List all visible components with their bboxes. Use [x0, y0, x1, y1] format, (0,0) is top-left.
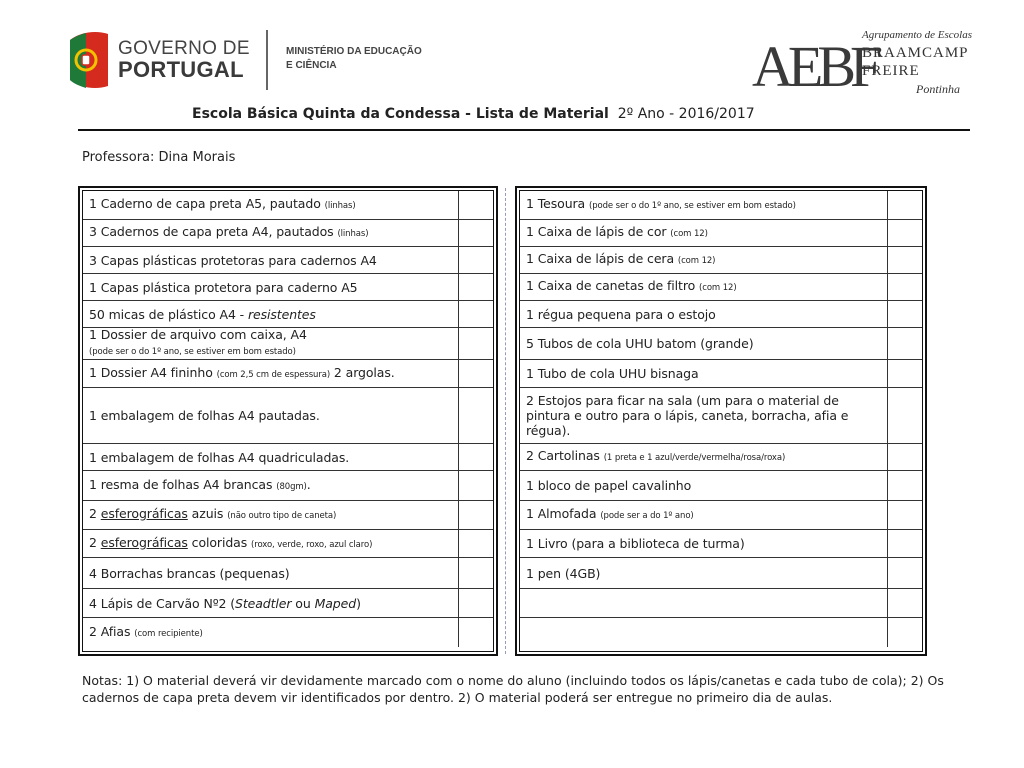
item-after: azuis: [187, 506, 228, 521]
header-divider: [266, 30, 268, 90]
check-cell: [458, 589, 493, 617]
item-after: 2 argolas.: [330, 364, 395, 380]
title-underline: [78, 129, 970, 131]
table-row: [520, 530, 922, 558]
notes-paragraph: Notas: 1) O material deverá vir devidamente marcado com o nome do aluno (incluindo todos os lápis/canetas e cada tubo de cola); 2) Os cadernos de capa preta devem vir identificados por dentro. 2) O material poderá ser entregue no primeiro dia de aulas.: [82, 673, 944, 705]
table-row: [83, 501, 493, 530]
item-text: [89, 388, 455, 443]
item-note: (com 12): [670, 229, 708, 239]
school-line-3: FREIRE: [862, 63, 920, 79]
school-line-4: Pontinha: [916, 82, 960, 96]
item-text: [89, 618, 455, 647]
check-cell: [458, 471, 493, 500]
school-line-1: Agrupamento de Escolas: [862, 29, 972, 41]
ministry-line-2: E CIÊNCIA: [286, 60, 337, 71]
item-text: [89, 530, 455, 557]
check-cell: [458, 247, 493, 273]
item-text: [526, 247, 884, 273]
item-text: [89, 360, 455, 387]
item-text: [526, 301, 884, 327]
table-row: [520, 360, 922, 388]
title-separator: -: [460, 106, 476, 122]
check-cell: [887, 360, 922, 387]
gov-line-1: GOVERNO DE: [118, 38, 250, 59]
item-note: (não outro tipo de caneta): [227, 511, 337, 521]
check-cell: [458, 558, 493, 588]
check-cell: [458, 220, 493, 246]
government-wordmark: [118, 38, 250, 80]
item-main: 1 Dossier A4 fininho: [89, 364, 217, 380]
item-main: 1 Caderno de capa preta A5, pautado: [89, 196, 325, 211]
item-main: 1 régua pequena para o estojo: [526, 306, 716, 322]
item-text: [89, 301, 455, 327]
table-row: [83, 274, 493, 301]
item-note: (com 12): [699, 283, 737, 293]
table-row: [83, 471, 493, 501]
item-note: (roxo, verde, roxo, azul claro): [251, 539, 373, 550]
item-text: [89, 191, 455, 219]
table-row: [520, 501, 922, 530]
item-text: [89, 328, 455, 359]
table-row: [83, 589, 493, 618]
check-cell: [458, 530, 493, 557]
table-row: [520, 618, 922, 647]
item-main: 1 pen (4GB): [526, 565, 601, 581]
item-main: 4 Borrachas brancas (pequenas): [89, 565, 290, 581]
item-italic: Maped: [314, 595, 357, 611]
check-cell: [458, 191, 493, 219]
item-main: 1 embalagem de folhas A4 pautadas.: [89, 408, 320, 423]
item-main: 1 resma de folhas A4 brancas: [89, 476, 277, 492]
item-main: 1 Caixa de lápis de cor: [526, 224, 671, 239]
item-note: (1 preta e 1 azul/verde/vermelha/rosa/roxa): [603, 453, 786, 463]
check-cell: [458, 328, 493, 359]
material-table-right: [515, 186, 927, 656]
portugal-flag-logo-icon: [66, 30, 110, 90]
table-row: [520, 558, 922, 589]
table-row: [83, 247, 493, 274]
item-text: [526, 530, 884, 557]
item-main: 2 Cartolinas: [526, 448, 604, 463]
table-row: [520, 247, 922, 274]
item-after: ou: [291, 595, 315, 611]
check-cell: [887, 301, 922, 327]
check-cell: [887, 220, 922, 246]
item-text: [89, 444, 455, 470]
item-main: 1 Caixa de lápis de cera: [526, 251, 678, 266]
item-main: 2: [89, 534, 101, 550]
item-main: 1 Capas plástica protetora para caderno A5: [89, 279, 358, 295]
item-text: [526, 360, 884, 387]
item-text: [526, 501, 884, 529]
item-after: coloridas: [187, 534, 252, 550]
table-row: [83, 220, 493, 247]
item-main: 1 Tubo de cola UHU bisnaga: [526, 366, 699, 381]
item-note: (linhas): [337, 229, 369, 239]
teacher-name: Professora: Dina Morais: [82, 150, 236, 165]
item-text: [526, 558, 884, 588]
item-italic: Steadtler: [235, 595, 292, 611]
material-table-left: [78, 186, 498, 656]
item-text: [526, 274, 884, 300]
school-monogram-text: AEBF: [752, 34, 877, 99]
item-main: 1 Almofada: [526, 506, 601, 521]
item-main: 2 Estojos para ficar na sala (um para o material de pintura e outro para o lápis, caneta, borracha, afia e régua).: [526, 393, 849, 438]
check-cell: [887, 328, 922, 359]
check-cell: [887, 274, 922, 300]
item-underlined: esferográficas: [100, 534, 188, 550]
item-text: [89, 471, 455, 500]
item-text: [89, 501, 455, 529]
check-cell: [458, 274, 493, 300]
table-row: [83, 444, 493, 471]
item-note: (com 12): [677, 256, 716, 266]
item-main: 1 Caixa de canetas de filtro: [526, 278, 700, 293]
item-text: [89, 220, 455, 246]
item-main: 1 embalagem de folhas A4 quadriculadas.: [89, 449, 350, 465]
item-main: 4 Lápis de Carvão Nº2 (: [89, 595, 235, 611]
item-note: (com 2,5 cm de espessura): [216, 369, 331, 380]
check-cell: [458, 360, 493, 387]
item-after: ): [356, 595, 361, 611]
check-cell: [887, 618, 922, 647]
check-cell: [887, 530, 922, 557]
gov-line-2: PORTUGAL: [118, 57, 244, 82]
check-cell: [887, 558, 922, 588]
school-line-2: BRAAMCAMP: [862, 45, 969, 61]
ministry-line-1: MINISTÉRIO DA EDUCAÇÃO: [286, 46, 422, 57]
item-italic: resistentes: [247, 306, 316, 322]
item-after: .: [306, 476, 311, 492]
page-title: [192, 106, 755, 122]
check-cell: [887, 501, 922, 529]
check-cell: [458, 388, 493, 443]
item-text: [89, 589, 455, 617]
title-school: Escola Básica Quinta da Condessa: [192, 106, 461, 122]
table-row: [520, 220, 922, 247]
item-text: [526, 328, 884, 359]
table-row: [520, 274, 922, 301]
item-note: (com recipiente): [134, 628, 203, 639]
item-main: 1 bloco de papel cavalinho: [526, 478, 692, 493]
item-text: [89, 247, 455, 273]
item-note: (80gm): [276, 481, 307, 492]
item-note: (pode ser o do 1º ano, se estiver em bom estado): [588, 201, 796, 211]
item-text: [526, 220, 884, 246]
title-grade: 2º Ano - 2016/2017: [617, 106, 755, 122]
ministry-name: [286, 45, 422, 73]
table-row: [520, 444, 922, 471]
check-cell: [887, 247, 922, 273]
item-main: 1 Tesoura: [526, 196, 589, 211]
item-underlined: esferográficas: [100, 506, 188, 521]
title-list: Lista de Material: [475, 106, 609, 122]
check-cell: [887, 444, 922, 470]
item-text: [526, 471, 884, 500]
check-cell: [458, 444, 493, 470]
item-main: 3 Capas plásticas protetoras para cadernos A4: [89, 252, 377, 268]
column-gap-guide: [505, 188, 506, 654]
check-cell: [887, 589, 922, 617]
item-text: [526, 191, 884, 219]
check-cell: [458, 618, 493, 647]
item-text: [89, 558, 455, 588]
item-text: [526, 589, 884, 617]
item-text: [89, 274, 455, 300]
item-text: [526, 388, 884, 443]
table-row: [83, 530, 493, 558]
table-row: [520, 589, 922, 618]
item-main: 2 Afias: [89, 623, 135, 639]
table-row: [520, 191, 922, 220]
school-monogram-logo: [752, 26, 877, 99]
check-cell: [887, 471, 922, 500]
check-cell: [887, 191, 922, 219]
school-wordmark: [862, 26, 972, 98]
table-row: [83, 388, 493, 444]
item-text: [526, 444, 884, 470]
table-row: [520, 328, 922, 360]
item-text: [526, 618, 884, 647]
check-cell: [458, 501, 493, 529]
item-main: 5 Tubos de cola UHU batom (grande): [526, 336, 754, 351]
item-main: 50 micas de plástico A4 -: [89, 306, 248, 322]
check-cell: [458, 301, 493, 327]
table-row: [83, 558, 493, 589]
table-row: [520, 388, 922, 444]
item-main: 1 Dossier de arquivo com caixa, A4: [89, 327, 307, 342]
item-note: (pode ser a do 1º ano): [600, 511, 694, 521]
item-note: (pode ser o do 1º ano, se estiver em bom estado): [89, 347, 296, 357]
item-main: 3 Cadernos de capa preta A4, pautados: [89, 224, 338, 239]
item-main: 1 Livro (para a biblioteca de turma): [526, 536, 745, 551]
check-cell: [887, 388, 922, 443]
table-row: [520, 471, 922, 501]
table-row: [83, 360, 493, 388]
table-row: [520, 301, 922, 328]
table-row: [83, 618, 493, 647]
table-row: [83, 301, 493, 328]
table-row: [83, 328, 493, 360]
table-row: [83, 191, 493, 220]
item-main: 2: [89, 506, 101, 521]
item-note: (linhas): [324, 201, 356, 211]
